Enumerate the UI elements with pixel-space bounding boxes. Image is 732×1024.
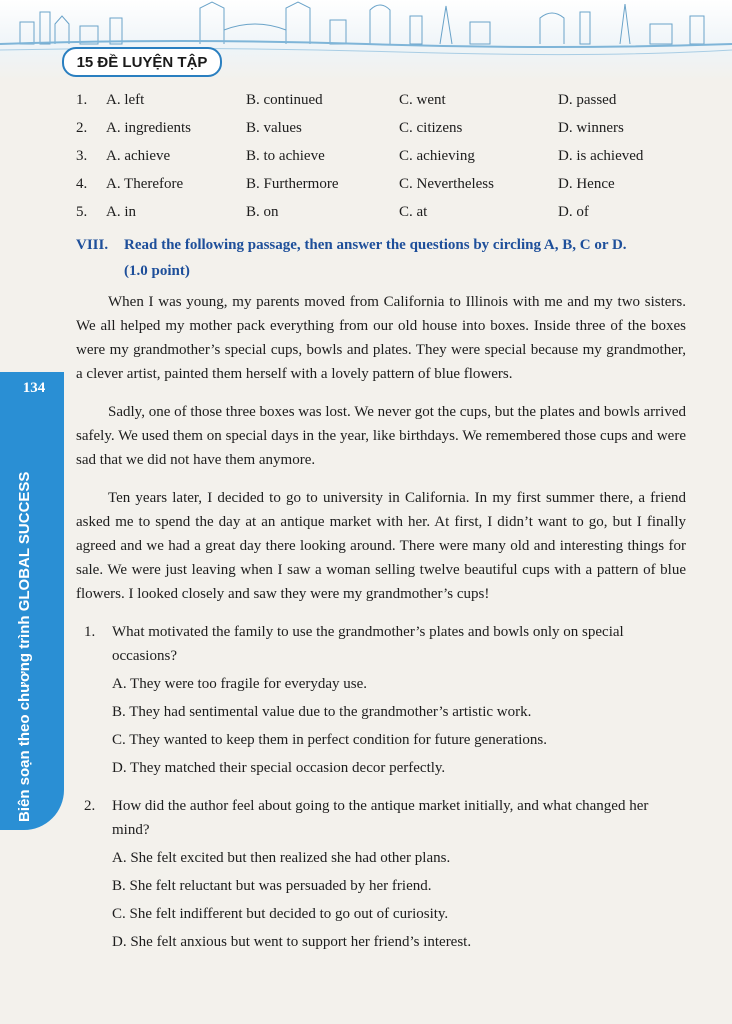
answer-number: 4. — [76, 176, 88, 192]
series-badge: 15 ĐỀ LUYỆN TẬP — [62, 47, 222, 77]
question-text: How did the author feel about going to the antique market initially, and what changed her mind? — [112, 798, 649, 838]
option-a: A. achieve — [106, 148, 171, 164]
passage-paragraph: Sadly, one of those three boxes was lost. We never got the cups, but the plates and bowls arrived safely. We used them on special days in the year, like birthdays. We remembered those cups and were sad that we did not have them anymore. — [76, 404, 686, 468]
answer-choice: D. They matched their special occasion decor perfectly. — [112, 760, 446, 776]
option-b: B. values — [246, 120, 302, 136]
question-stem — [76, 620, 686, 668]
option-d: D. is achieved — [558, 148, 644, 164]
option-c: C. Nevertheless — [399, 176, 494, 192]
answer-number: 5. — [76, 204, 88, 220]
page-content — [76, 88, 686, 954]
answer-choice: D. She felt anxious but went to support her friend’s interest. — [112, 934, 472, 950]
option-d: D. Hence — [558, 176, 615, 192]
option-b: B. Furthermore — [246, 176, 339, 192]
book-title-vertical: Biên soạn theo chương trình GLOBAL SUCCESS — [15, 471, 33, 822]
question-number: 2. — [84, 798, 96, 814]
option-a: A. ingredients — [106, 120, 191, 136]
option-c: C. at — [399, 204, 428, 220]
option-c: C. went — [399, 92, 446, 108]
passage-paragraph: Ten years later, I decided to go to university in California. In my first summer there, a friend asked me to spend the day at an antique market with her. At first, I didn’t want to go, but I finally agreed and we had a great day there looking around. There were many old and interesting things for sale. We were just leaving when I saw a woman selling twelve beautiful cups with a pattern of blue flowers. I looked closely and saw they were my grandmother’s cups! — [76, 490, 686, 602]
option-d: D. winners — [558, 120, 624, 136]
answer-number: 3. — [76, 148, 88, 164]
answer-choice: C. They wanted to keep them in perfect condition for future generations. — [112, 732, 547, 748]
answer-row — [76, 200, 686, 228]
question-stem — [76, 794, 686, 842]
answer-options-table — [76, 88, 686, 228]
answer-row — [76, 144, 686, 172]
answer-choice: C. She felt indifferent but decided to go out of curiosity. — [112, 906, 449, 922]
page-number: 134 — [22, 380, 46, 396]
option-c: C. achieving — [399, 148, 475, 164]
option-a: A. left — [106, 92, 145, 108]
section-number: VIII. — [76, 237, 109, 253]
question-block — [76, 620, 686, 780]
option-a: A. in — [106, 204, 136, 220]
option-a: A. Therefore — [106, 176, 184, 192]
section-points: (1.0 point) — [124, 263, 190, 279]
header-banner — [0, 0, 732, 80]
answer-row — [76, 88, 686, 116]
answer-choice: B. They had sentimental value due to the grandmother’s artistic work. — [112, 704, 532, 720]
question-number: 1. — [84, 624, 96, 640]
option-d: D. of — [558, 204, 589, 220]
answer-number: 2. — [76, 120, 88, 136]
passage-paragraph: When I was young, my parents moved from California to Illinois with me and my two sisters. We all helped my mother pack everything from our old house into boxes. Inside three of the boxes were my grandmother’s special cups, bowls and plates. They were special because my grandmother, a clever artist, painted them herself with a lovely pattern of blue flowers. — [76, 294, 686, 382]
option-c: C. citizens — [399, 120, 463, 136]
section-title: Read the following passage, then answer the questions by circling A, B, C or D. — [124, 237, 627, 253]
question-block — [76, 794, 686, 954]
option-b: B. to achieve — [246, 148, 325, 164]
answer-number: 1. — [76, 92, 88, 108]
section-heading — [76, 232, 686, 284]
answer-choice: A. They were too fragile for everyday use. — [112, 676, 368, 692]
option-d: D. passed — [558, 92, 617, 108]
answer-choice: B. She felt reluctant but was persuaded by her friend. — [112, 878, 432, 894]
option-b: B. continued — [246, 92, 323, 108]
answer-row — [76, 172, 686, 200]
question-text: What motivated the family to use the grandmother’s plates and bowls only on special occasions? — [112, 624, 624, 664]
answer-choice: A. She felt excited but then realized she had other plans. — [112, 850, 451, 866]
option-b: B. on — [246, 204, 279, 220]
answer-row — [76, 116, 686, 144]
